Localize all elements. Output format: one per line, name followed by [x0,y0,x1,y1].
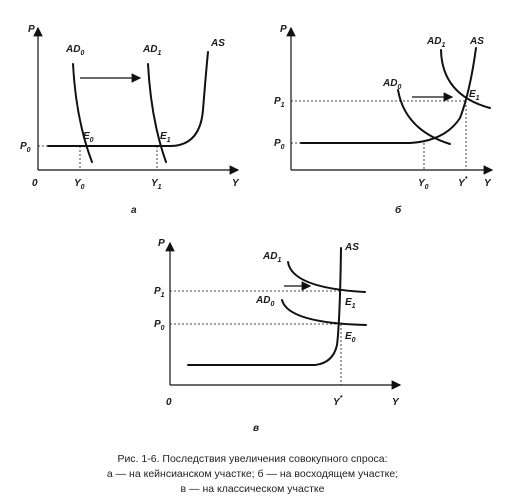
panel-a-origin-label: 0 [32,178,38,189]
panel-a-y-axis-label: P [28,24,35,35]
panel-a-p0-label: $P_0$ [20,141,31,154]
panel-c-ad1-label: $AD_1$ [263,251,282,264]
panel-b-x-axis-label: Y [484,178,491,189]
panel-c-as-label: AS [345,242,359,253]
panel-c-p1-label: $P_1$ [154,286,165,299]
panel-b-y-axis-label: P [280,24,287,35]
panel-c-as-curve [188,248,341,365]
panel-c-y-axis-label: P [158,238,165,249]
panel-a-as-curve [48,52,208,146]
panel-b-ad1-label: $AD_1$ [427,36,446,49]
panel-a-y1-label: $Y_1$ [151,178,162,191]
panel-c-origin-label: 0 [166,397,172,408]
panel-a-x-axis-label: Y [232,178,239,189]
panel-b-as-curve [301,48,476,143]
panel-b-as-label: AS [470,36,484,47]
panel-a-ad0-curve [73,64,92,162]
panel-c-ad0-label: $AD_0$ [256,295,275,308]
panel-c-caption-letter: в [253,423,260,434]
panel-c-ad1-curve [288,262,365,292]
panel-c [154,238,400,434]
panel-a-as-label: AS [211,38,225,49]
panel-c-x-axis-label: Y [392,397,399,408]
panel-b-p1-label: $P_1$ [274,96,285,109]
panel-b [274,24,492,216]
panel-b-p0-label: $P_0$ [274,138,285,151]
panel-a-ad1-label: $AD_1$ [143,44,162,57]
caption-line-2: а — на кейнсианском участке; б — на восходящем участке; [106,468,399,480]
panel-c-e0-label: $E_0$ [345,331,356,344]
caption-line-3: в — на классическом участке [180,483,325,495]
panel-c-e1-label: $E_1$ [345,297,356,310]
panel-b-y0-label: $Y_0$ [418,178,429,191]
panel-a-e1-label: $E_1$ [160,131,171,144]
panel-a [20,24,240,216]
panel-a-y0-label: $Y_0$ [74,178,85,191]
panel-b-ad0-label: $AD_0$ [383,78,402,91]
figure-caption [0,452,505,497]
panel-c-ystar-label: Y* [333,395,343,408]
panel-b-e1-label: $E_1$ [469,89,480,102]
panel-c-p0-label: $P_0$ [154,319,165,332]
panel-b-ystar-label: Y* [458,176,468,189]
panel-a-e0-label: $E_0$ [83,131,94,144]
panel-b-ad0-curve [398,90,450,144]
panel-a-caption-letter: а [131,205,137,216]
caption-line-1: Рис. 1-6. Последствия увеличения совокупного спроса: [117,453,388,465]
panel-a-ad0-label: $AD_0$ [66,44,85,57]
panel-b-caption-letter: б [395,205,402,216]
